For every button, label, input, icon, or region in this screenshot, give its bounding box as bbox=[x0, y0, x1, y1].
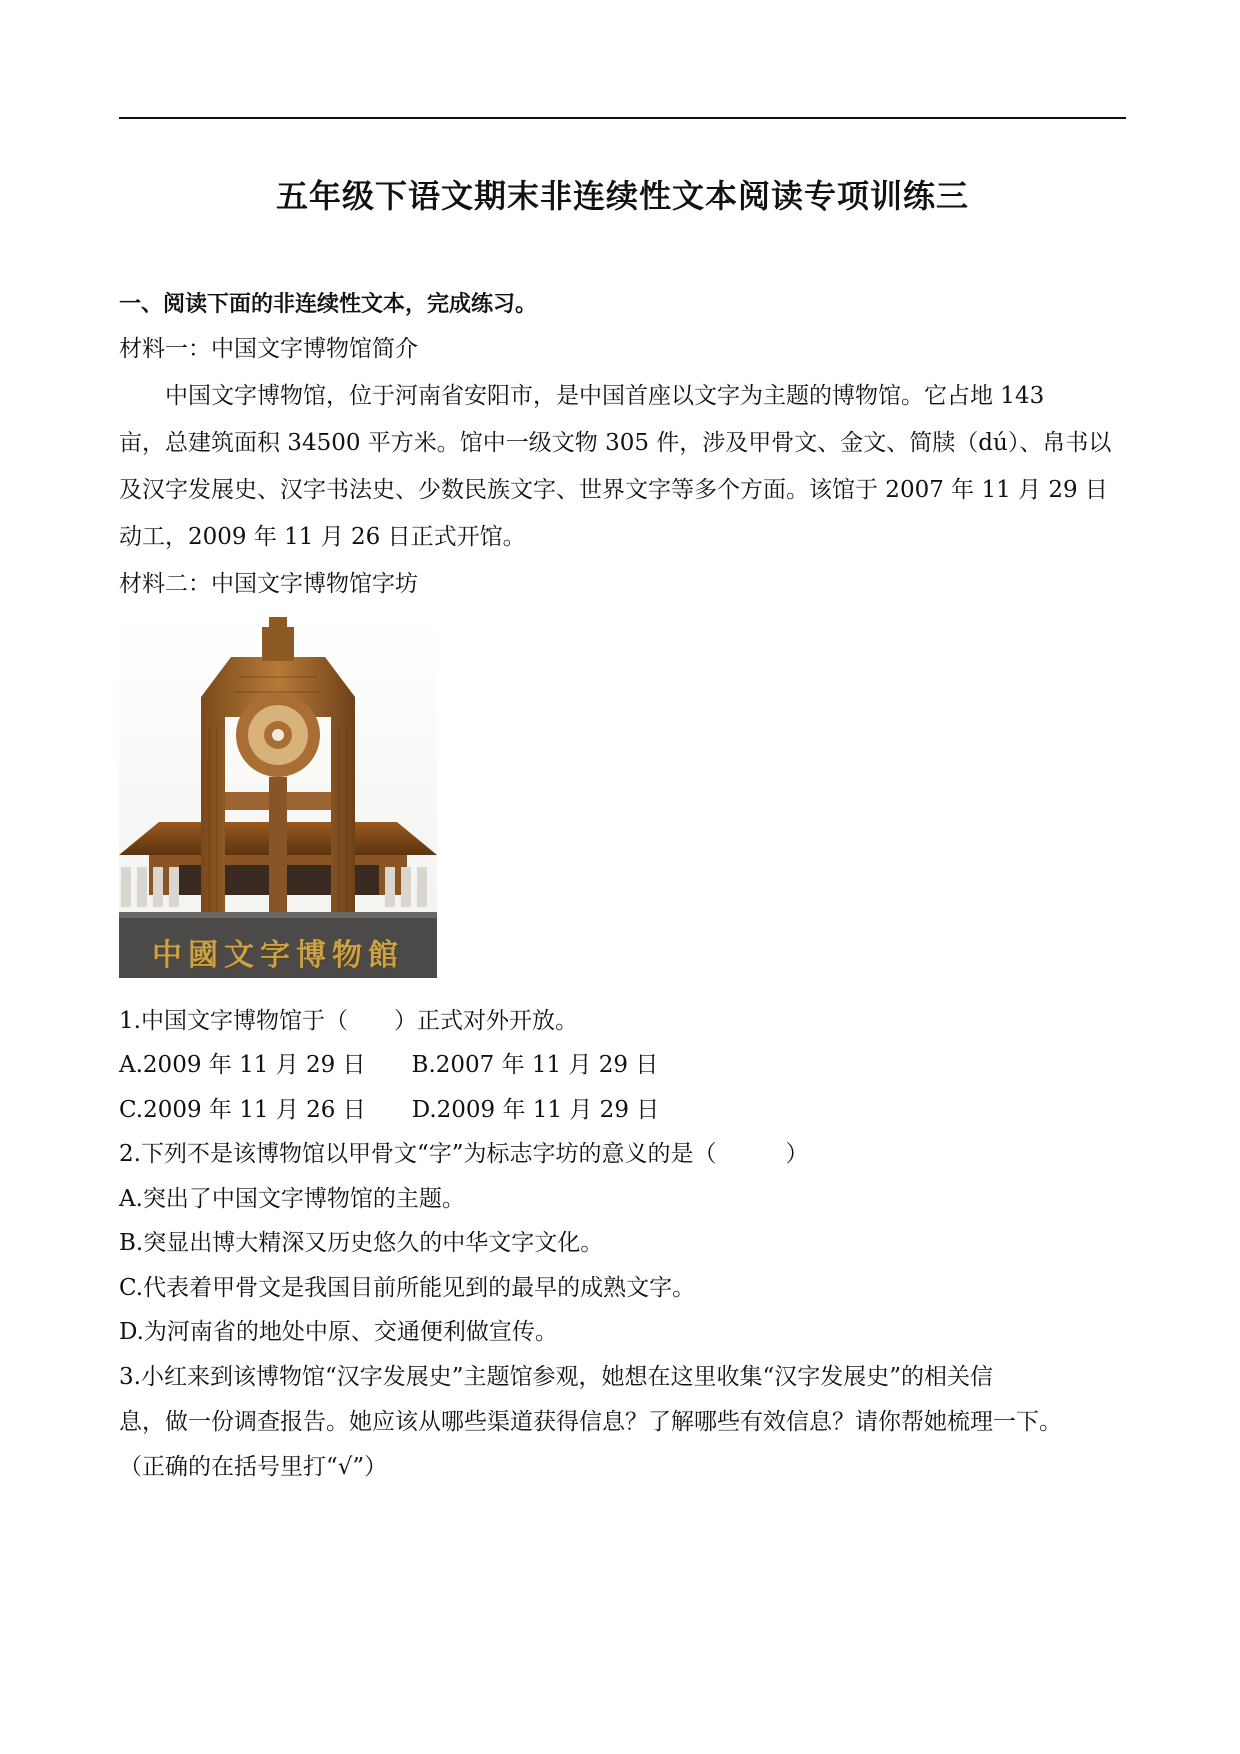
q3-line-3: （正确的在括号里打“√”） bbox=[119, 1454, 388, 1480]
q1-options-row-1: A.2009 年 11 月 29 日 B.2007 年 11 月 29 日 bbox=[119, 1052, 659, 1078]
material1-line-2: 亩，总建筑面积 34500 平方米。馆中一级文物 305 件，涉及甲骨文、金文、简牍（dú）、帛书以 bbox=[119, 430, 1112, 456]
material1-line-4: 动工，2009 年 11 月 26 日正式开馆。 bbox=[119, 524, 526, 550]
q2-option-a: A.突出了中国文字博物馆的主题。 bbox=[119, 1186, 465, 1212]
section-heading: 一、阅读下面的非连续性文本，完成练习。 bbox=[119, 292, 538, 317]
q1-options-row-2: C.2009 年 11 月 26 日 D.2009 年 11 月 29 日 bbox=[119, 1097, 660, 1123]
q1-stem: 1.中国文字博物馆于（ ）正式对外开放。 bbox=[119, 1008, 578, 1034]
material2-label: 材料二：中国文字博物馆字坊 bbox=[119, 571, 418, 597]
q2-option-b: B.突显出博大精深又历史悠久的中华文字文化。 bbox=[119, 1230, 604, 1256]
q2-option-c: C.代表着甲骨文是我国目前所能见到的最早的成熟文字。 bbox=[119, 1275, 696, 1301]
material1-line-3: 及汉字发展史、汉字书法史、少数民族文字、世界文字等多个方面。该馆于 2007 年 11 月 29 日 bbox=[119, 477, 1108, 503]
material1-label: 材料一：中国文字博物馆简介 bbox=[119, 336, 418, 362]
page-title: 五年级下语文期末非连续性文本阅读专项训练三 bbox=[275, 177, 969, 215]
material1-line-1: 中国文字博物馆，位于河南省安阳市，是中国首座以文字为主题的博物馆。它占地 143 bbox=[165, 383, 1045, 409]
plaque-inscription: 中國文字博物館 bbox=[152, 938, 404, 973]
q3-line-1: 3.小红来到该博物馆“汉字发展史”主题馆参观，她想在这里收集“汉字发展史”的相关信 bbox=[119, 1364, 993, 1390]
header-rule bbox=[119, 117, 1126, 119]
q2-option-d: D.为河南省的地处中原、交通便利做宣传。 bbox=[119, 1319, 558, 1345]
q2-stem: 2.下列不是该博物馆以甲骨文“字”为标志字坊的意义的是（ ） bbox=[119, 1141, 809, 1167]
museum-gate-photo bbox=[119, 617, 437, 978]
q3-line-2: 息，做一份调查报告。她应该从哪些渠道获得信息？了解哪些有效信息？请你帮她梳理一下。 bbox=[119, 1409, 1062, 1435]
